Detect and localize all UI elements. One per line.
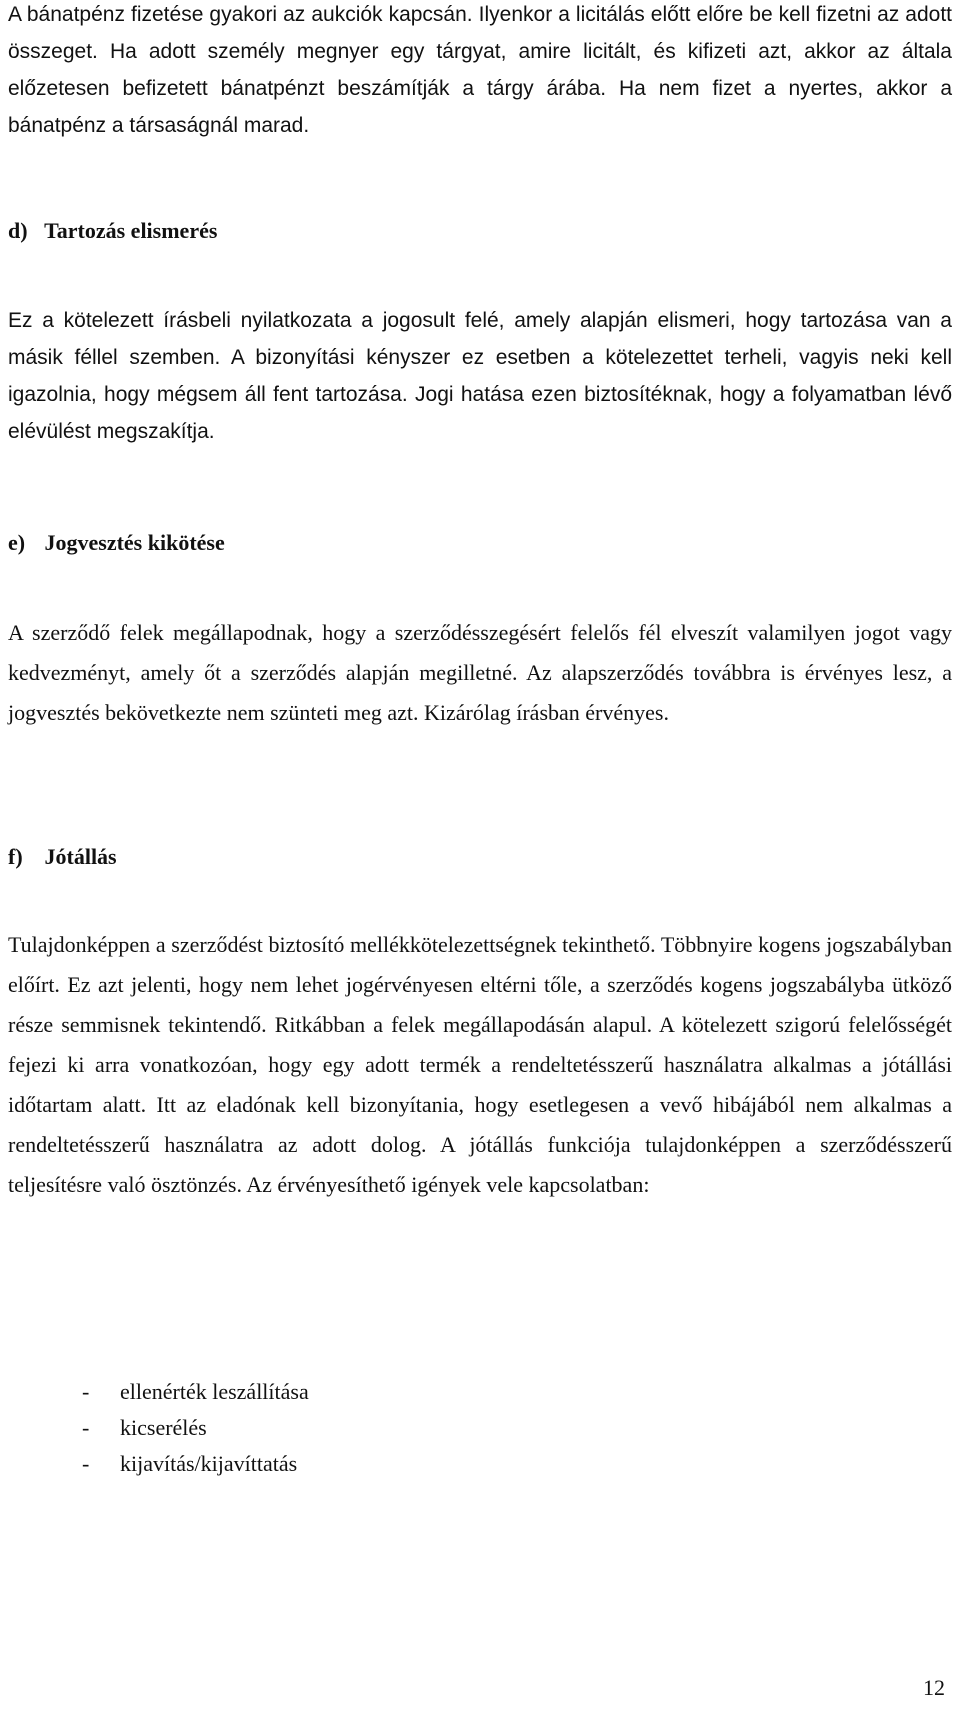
list-item-text: kijavítás/kijavíttatás	[120, 1451, 298, 1476]
list-item	[8, 1374, 952, 1410]
intro-paragraph: A bánatpénz fizetése gyakori az aukciók kapcsán. Ilyenkor a licitálás előtt előre be kell fizetni az adott összeget. Ha adott személy megnyer egy tárgyat, amire licitált, és kifizeti azt, akkor az általa előzetesen befizetett bánatpénzt beszámítják a tárgy árába. Ha nem fizet a nyertes, akkor a bánatpénz a társaságnál marad.	[8, 3, 952, 137]
section-d-title: Tartozás elismerés	[44, 218, 218, 243]
list-item	[8, 1446, 952, 1482]
section-f-heading	[8, 842, 117, 872]
section-e-letter: e)	[8, 530, 26, 555]
section-d-body: Ez a kötelezett írásbeli nyilatkozata a jogosult felé, amely alapján elismeri, hogy tartozása van a másik féllel szemben. A bizonyítási kényszer ez esetben a kötelezettet terheli, vagyis neki kell igazolnia, hogy mégsem áll fent tartozása. Jogi hatása ezen biztosítéknak, hogy a folyamatban lévő elévülést megszakítja.	[8, 309, 952, 443]
section-f-title: Jótállás	[44, 844, 117, 869]
list-bullet: -	[82, 1451, 90, 1476]
list-item-text: kicserélés	[120, 1415, 207, 1440]
list-bullet: -	[82, 1379, 90, 1404]
section-f-body: Tulajdonképpen a szerződést biztosító mellékkötelezettségnek tekinthető. Többnyire kogens jogszabályban előírt. Ez azt jelenti, hogy nem lehet jogérvényesen eltérni tőle, a szerződés kogens jogszabályba ütköző része semmisnek tekintendő. Ritkábban a felek megállapodásán alapul. A kötelezett szigorú felelősségét fejezi ki arra vonatkozóan, hogy egy adott termék a rendeltetésszerű használatra alkalmas a jótállási időtartam alatt. Itt az eladónak kell bizonyítania, hogy esetlegesen a vevő hibájából nem alkalmas a rendeltetésszerű használatra az adott dolog. A jótállás funkciója tulajdonképpen a szerződésszerű teljesítésre való ösztönzés. Az érvényesíthető igények vele kapcsolatban:	[8, 932, 952, 1197]
section-e-body: A szerződő felek megállapodnak, hogy a szerződésszegésért felelős fél elveszít valamilyen jogot vagy kedvezményt, amely őt a szerződés alapján megilletné. Az alapszerződés továbbra is érvényes lesz, a jogvesztés bekövetkezte nem szünteti meg azt. Kizárólag írásban érvényes.	[8, 620, 952, 725]
section-d-letter: d)	[8, 218, 28, 243]
list-item-text: ellenérték leszállítása	[120, 1379, 309, 1404]
list-bullet: -	[82, 1415, 90, 1440]
page-number: 12	[923, 1675, 945, 1700]
section-d-heading	[8, 216, 217, 246]
list-item	[8, 1410, 952, 1446]
claims-list	[8, 1374, 952, 1482]
section-e-heading	[8, 528, 225, 558]
section-e-title: Jogvesztés kikötése	[44, 530, 225, 555]
section-f-letter: f)	[8, 844, 23, 869]
